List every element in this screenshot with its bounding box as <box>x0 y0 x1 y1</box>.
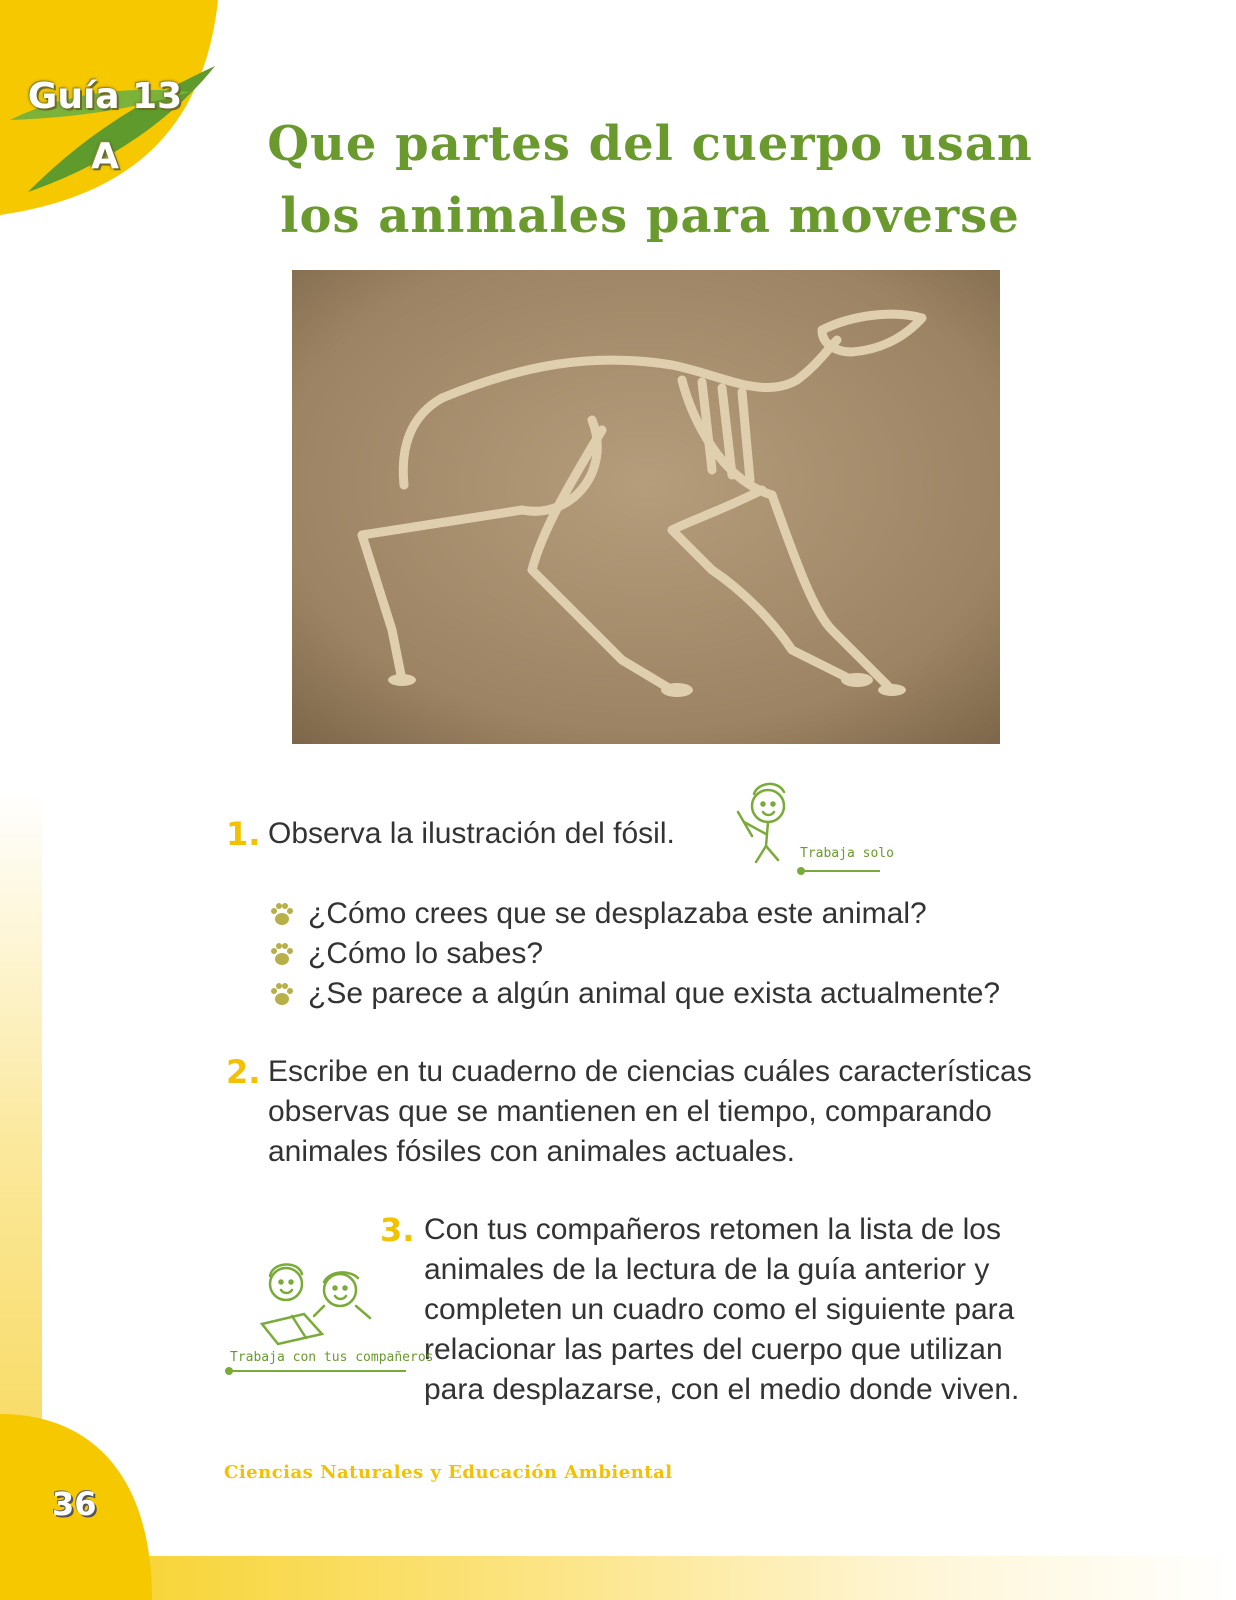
paw-icon <box>268 980 296 1008</box>
question-3-line-1: Con tus compañeros retomen la lista de los <box>424 1213 1001 1246</box>
question-3-line-4: relacionar las partes del cuerpo que utilizan <box>424 1333 1003 1366</box>
list-item <box>268 894 1000 934</box>
title-line-2: los animales para moverse <box>280 188 1020 244</box>
question-3-line-5: para desplazarse, con el medio donde viven. <box>424 1373 1020 1406</box>
guide-label: Guía 13 <box>27 76 183 117</box>
question-1-subquestions <box>268 894 1000 1014</box>
footer-subject: Ciencias Naturales y Educación Ambiental <box>224 1462 673 1483</box>
question-3-number: 3. <box>380 1211 415 1249</box>
badge-work-alone-underline <box>796 866 882 876</box>
subquestion-text: ¿Cómo lo sabes? <box>308 937 544 970</box>
question-3-line-2: animales de la lectura de la guía anterior y <box>424 1253 990 1286</box>
paw-icon <box>268 940 296 968</box>
fossil-photo <box>292 270 1000 744</box>
child-with-pencil-icon <box>726 774 806 869</box>
page-number: 36 <box>52 1485 97 1523</box>
question-1-number: 1. <box>226 815 261 853</box>
badge-work-alone-label: Trabaja solo <box>800 846 894 861</box>
title-line-1: Que partes del cuerpo usan <box>267 116 1033 172</box>
page-title <box>250 108 1050 252</box>
question-1-text: Observa la ilustración del fósil. <box>268 817 675 850</box>
bottom-yellow-band <box>0 1556 1236 1600</box>
question-2-line-3: animales fósiles con animales actuales. <box>268 1135 795 1168</box>
question-2-number: 2. <box>226 1053 261 1091</box>
list-item <box>268 974 1000 1014</box>
subquestion-text: ¿Cómo crees que se desplazaba este animal? <box>308 897 927 930</box>
question-2-line-2: observas que se mantienen en el tiempo, comparando <box>268 1095 992 1128</box>
guide-letter: A <box>91 136 119 177</box>
paw-icon <box>268 900 296 928</box>
badge-work-with-classmates-label: Trabaja con tus compañeros <box>230 1350 434 1365</box>
badge-work-with-classmates-underline <box>224 1366 408 1376</box>
two-children-reading-icon <box>252 1254 382 1348</box>
question-2-line-1: Escribe en tu cuaderno de ciencias cuáles características <box>268 1055 1032 1088</box>
question-3-line-3: completen un cuadro como el siguiente para <box>424 1293 1015 1326</box>
list-item <box>268 934 1000 974</box>
subquestion-text: ¿Se parece a algún animal que exista actualmente? <box>308 977 1001 1010</box>
